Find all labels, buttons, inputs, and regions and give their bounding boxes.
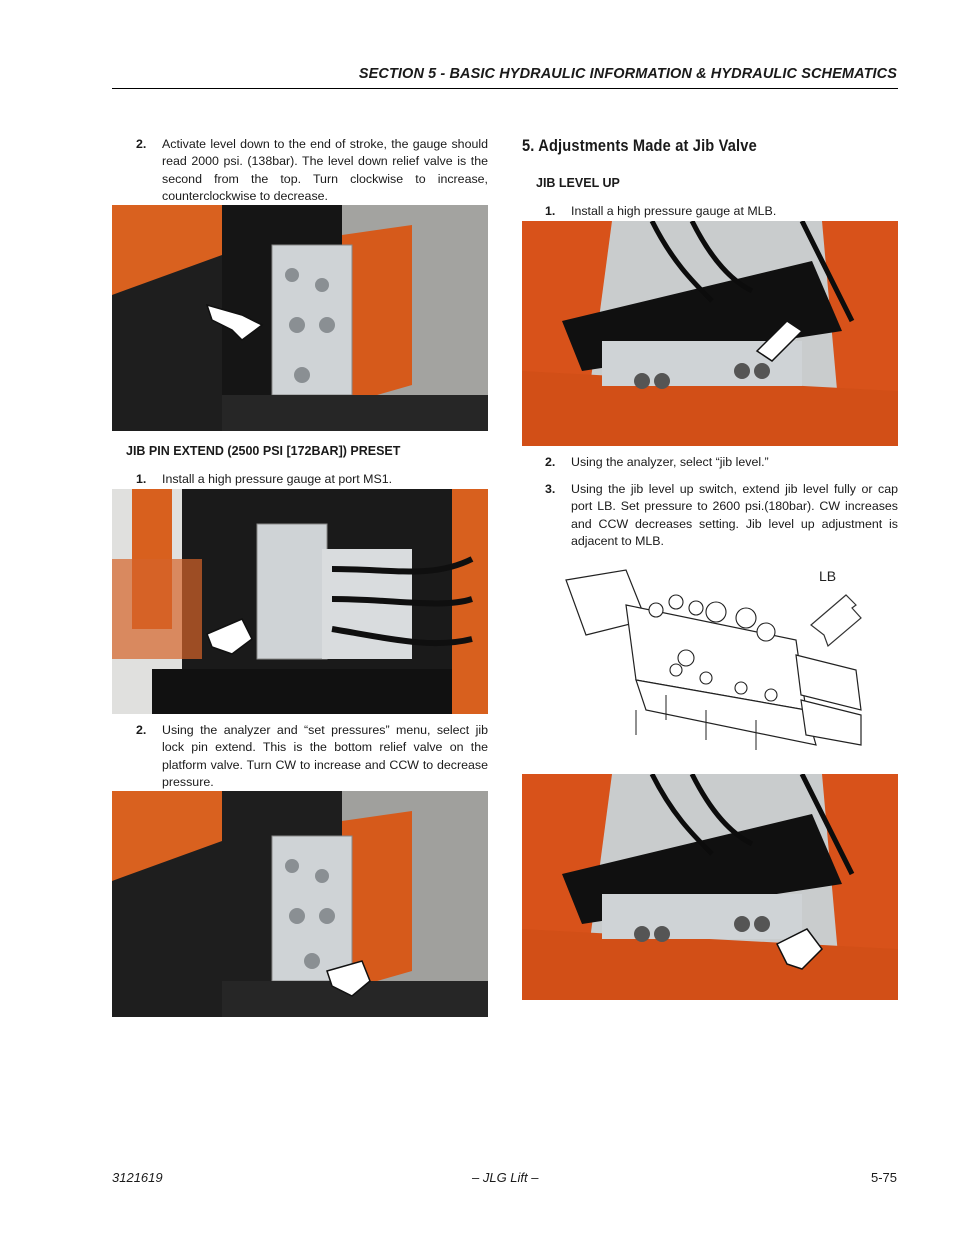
step-select-jib-level xyxy=(545,454,898,471)
step-number: 2. xyxy=(545,455,556,469)
step-text: Using the analyzer, select “jib level.” xyxy=(571,455,769,469)
footer-page-number: 5-75 xyxy=(870,1170,897,1185)
step-text: Install a high pressure gauge at MLB. xyxy=(571,204,777,218)
jib-pin-subhead: JIB PIN EXTEND (2500 PSI [172BAR]) PRESET xyxy=(126,444,401,458)
section-title: SECTION 5 - BASIC HYDRAULIC INFORMATION & HYDRAULIC SCHEMATICS xyxy=(358,66,897,82)
photo-jib-valve-mlb xyxy=(522,221,898,446)
step-number: 1. xyxy=(545,204,556,218)
photo-bottom-relief-valve xyxy=(112,791,488,1017)
step-text: Using the analyzer and “set pressures” menu, select jib lock pin extend. This is the bottom relief valve on the platform valve. Turn CW to increase and CCW to decrease pressure. xyxy=(162,723,488,789)
step-number: 1. xyxy=(136,472,147,486)
step-number: 3. xyxy=(545,482,556,496)
step-text: Install a high pressure gauge at port MS1. xyxy=(162,472,393,486)
step-number: 2. xyxy=(136,723,147,737)
step-set-pressure xyxy=(545,481,898,550)
footer-center: – JLG Lift – xyxy=(472,1170,539,1185)
step-text: Using the jib level up switch, extend jib level fully or cap port LB. Set pressure to 2600 psi.(180bar). CW increases and CCW decreases setting. Jib level up adjustment is adjacent to MLB. xyxy=(571,482,898,548)
step-text: Activate level down to the end of stroke, the gauge should read 2000 psi. (138bar). The level down relief valve is the second from the top. Turn clockwise to increase, counterclockwise to decrease. xyxy=(162,137,488,203)
diagram-label-lb: LB xyxy=(819,568,837,584)
jib-level-up-subhead: JIB LEVEL UP xyxy=(536,176,620,190)
footer-doc-number: 3121619 xyxy=(112,1170,163,1185)
photo-port-ms1 xyxy=(112,489,488,714)
header-rule xyxy=(112,88,898,89)
step-install-gauge-ms1 xyxy=(136,471,488,488)
step-install-gauge-mlb xyxy=(545,203,898,220)
photo-platform-valve-top xyxy=(112,205,488,431)
diagram-valve-port-lb xyxy=(556,560,876,760)
photo-jib-valve-lb-adjustment xyxy=(522,774,898,1000)
step-number: 2. xyxy=(136,137,147,151)
section-heading: 5. Adjustments Made at Jib Valve xyxy=(522,136,757,155)
step-level-down xyxy=(136,136,488,205)
step-jib-lock-pin xyxy=(136,722,488,791)
